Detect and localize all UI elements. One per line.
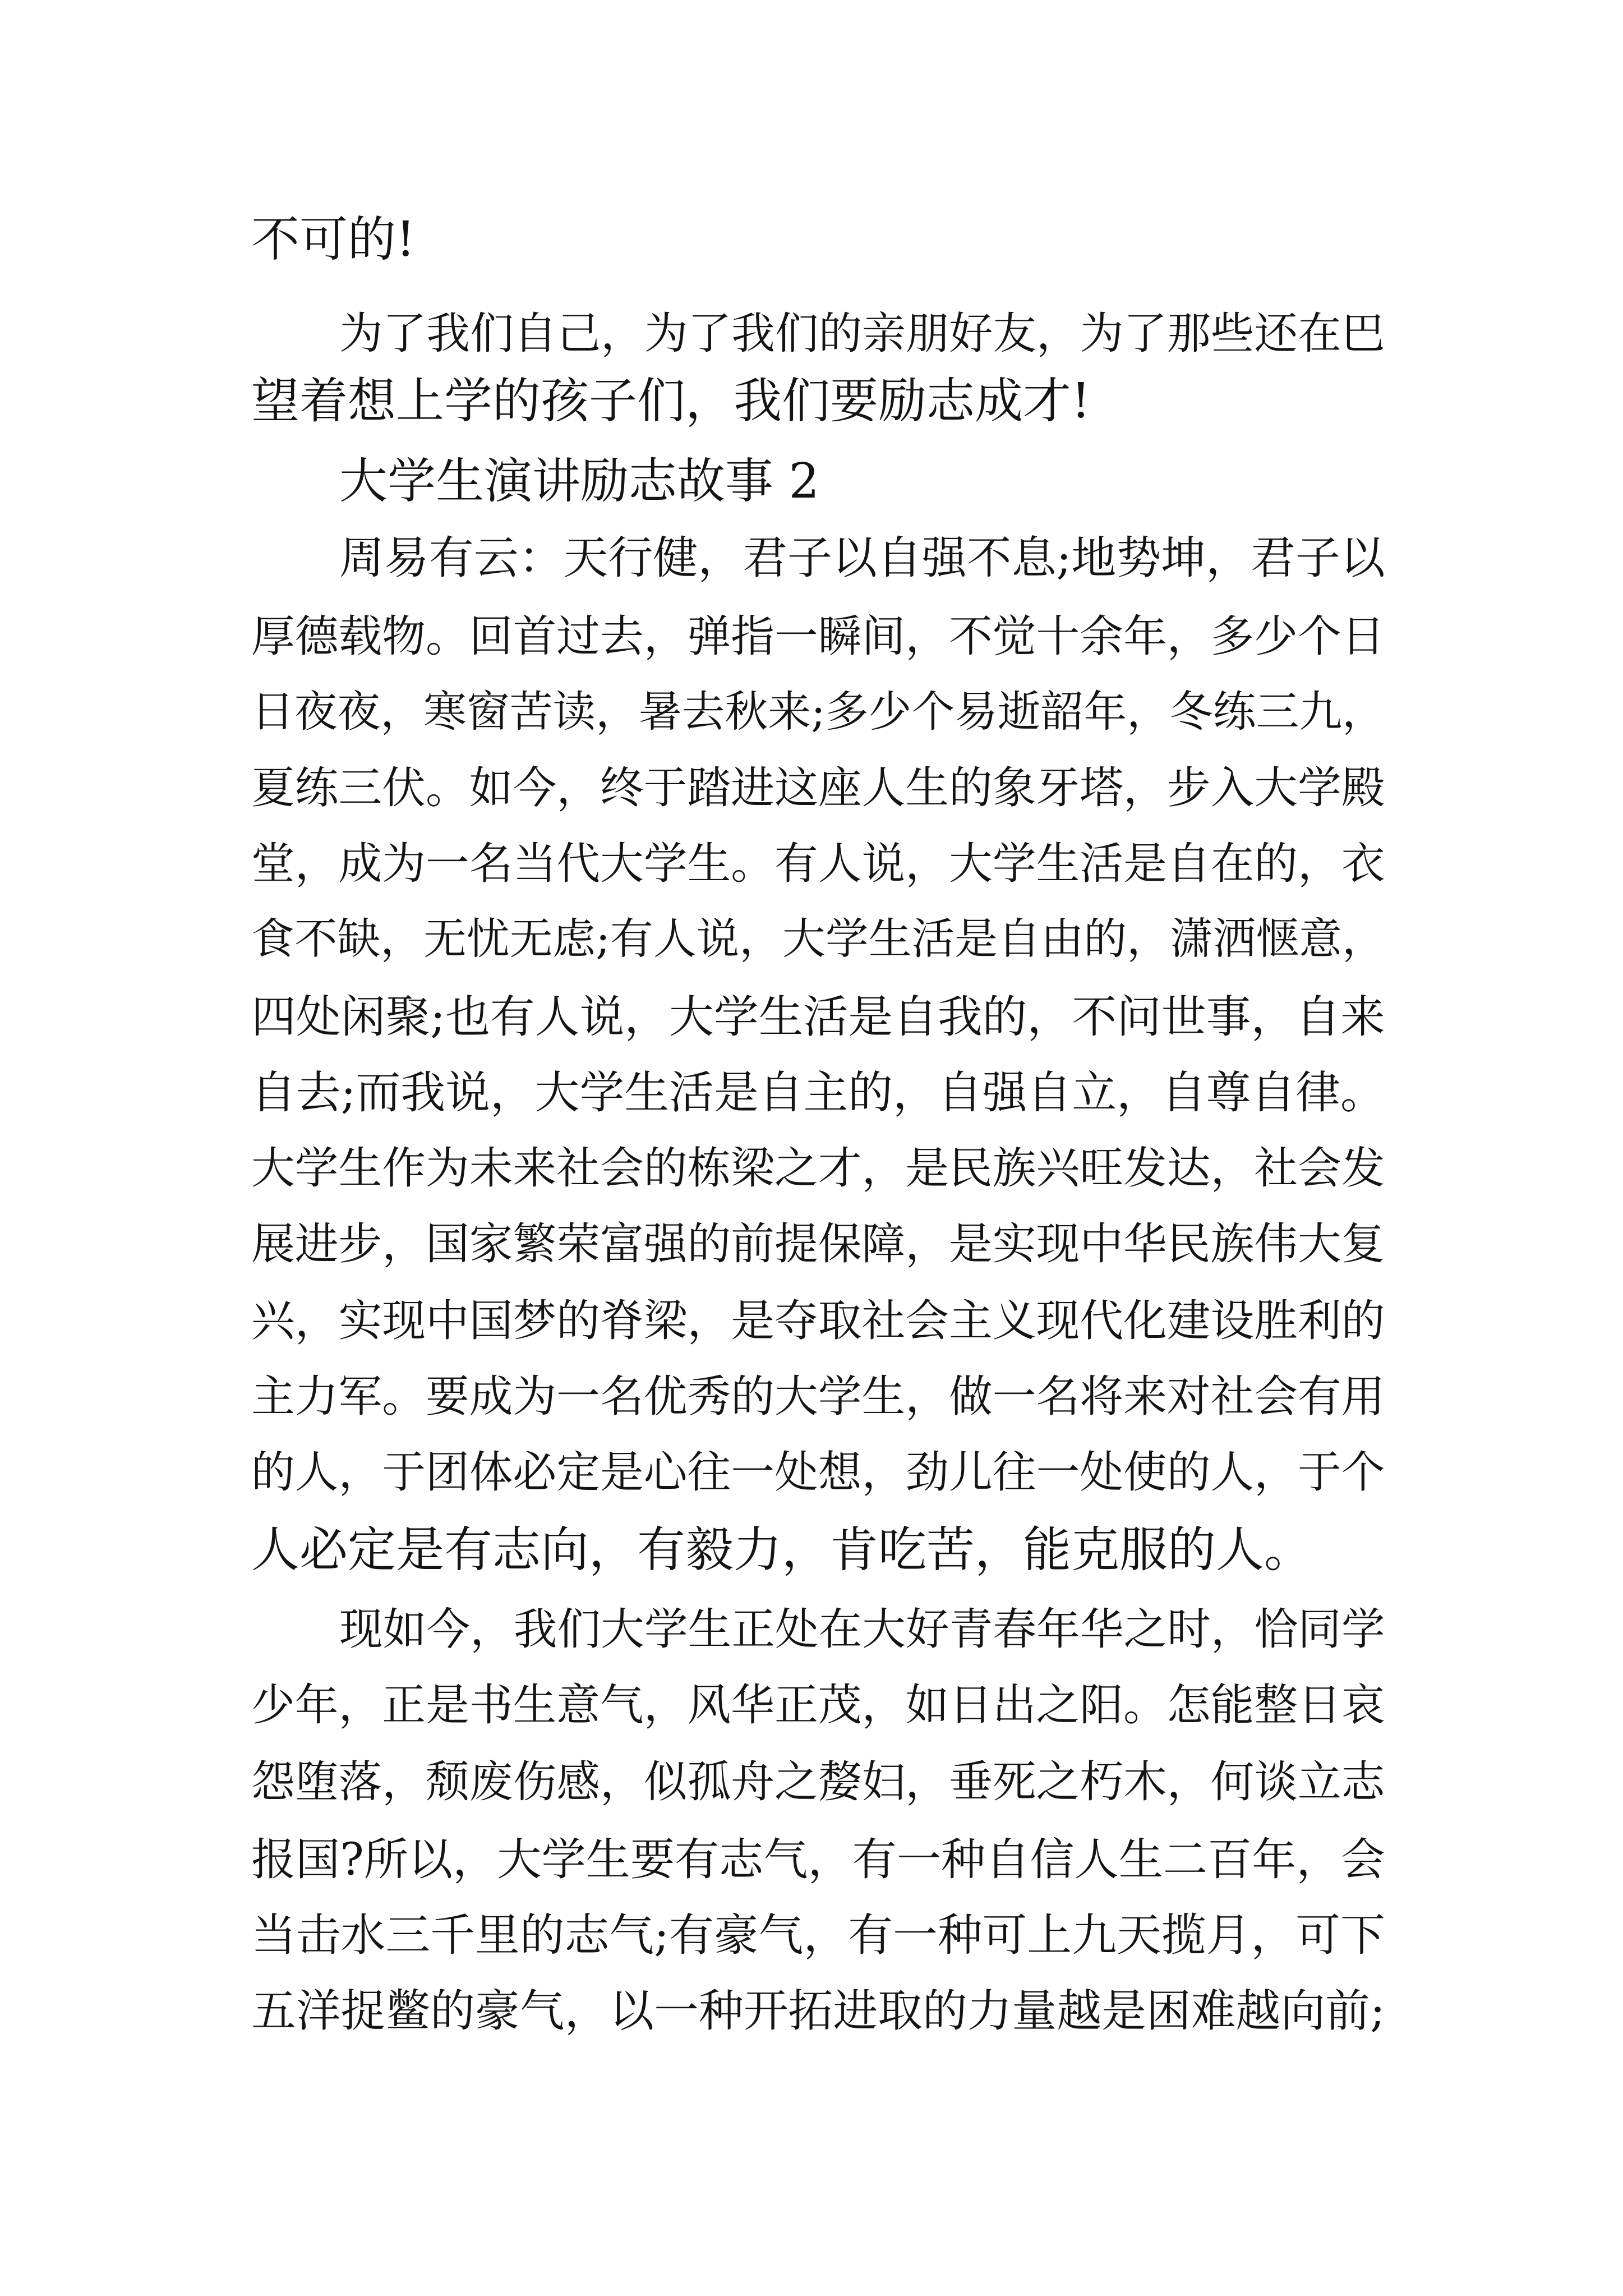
- text-line: 怨堕落，颓废伤感，似孤舟之嫠妇，垂死之朽木，何谈立志: [251, 1757, 1385, 1807]
- text-line: 为了我们自己，为了我们的亲朋好友，为了那些还在巴: [339, 309, 1385, 359]
- text-line: 周易有云：天行健，君子以自强不息;地势坤，君子以: [339, 532, 1385, 584]
- section-heading: 大学生演讲励志故事 2: [339, 453, 820, 509]
- text-line: 人必定是有志向，有毅力，肯吃苦，能克服的人。: [251, 1522, 1312, 1578]
- text-line: 五洋捉鳖的豪气，以一种开拓进取的力量越是困难越向前;: [251, 1985, 1385, 2037]
- text-line: 的人，于团体必定是心往一处想，劲儿往一处使的人，于个: [251, 1447, 1385, 1498]
- text-line: 望着想上学的孩子们，我们要励志成才!: [251, 373, 1091, 429]
- text-line: 现如今，我们大学生正处在大好青春年华之时，恰同学: [339, 1604, 1385, 1655]
- text-line: 少年，正是书生意气，风华正茂，如日出之阳。怎能整日哀: [251, 1680, 1385, 1731]
- text-line: 四处闲聚;也有人说，大学生活是自我的，不问世事，自来: [251, 991, 1385, 1043]
- text-line: 报国?所以，大学生要有志气，有一种自信人生二百年，会: [251, 1834, 1385, 1885]
- text-line: 大学生作为未来社会的栋梁之才，是民族兴旺发达，社会发: [251, 1143, 1385, 1194]
- text-line: 食不缺，无忧无虑;有人说，大学生活是自由的，潇洒惬意，: [251, 914, 1385, 964]
- text-line: 主力军。要成为一名优秀的大学生，做一名将来对社会有用: [251, 1372, 1385, 1422]
- text-line: 展进步，国家繁荣富强的前提保障，是实现中华民族伟大复: [251, 1219, 1385, 1269]
- text-line: 日夜夜，寒窗苦读，暑去秋来;多少个易逝韶年，冬练三九，: [251, 687, 1385, 737]
- text-line: 夏练三伏。如今，终于踏进这座人生的象牙塔，步入大学殿: [251, 763, 1385, 813]
- text-line: 堂，成为一名当代大学生。有人说，大学生活是自在的，衣: [251, 839, 1385, 889]
- text-line: 自去;而我说，大学生活是自主的，自强自立，自尊自律。: [251, 1066, 1385, 1119]
- text-line: 厚德载物。回首过去，弹指一瞬间，不觉十余年，多少个日: [251, 611, 1385, 662]
- text-line: 不可的!: [251, 211, 416, 268]
- text-line: 兴，实现中国梦的脊梁，是夺取社会主义现代化建设胜利的: [251, 1296, 1385, 1346]
- text-line: 当击水三千里的志气;有豪气，有一种可上九天揽月，可下: [251, 1909, 1385, 1961]
